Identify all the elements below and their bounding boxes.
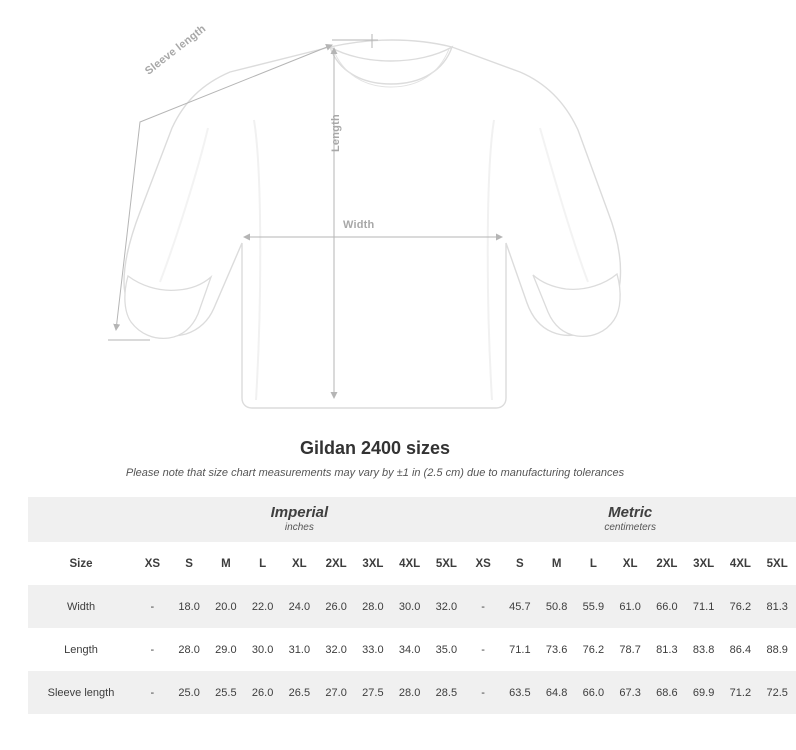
- unit-corner-cell: [28, 497, 134, 542]
- size-header-l-imperial: L: [244, 542, 281, 585]
- cell-width-imperial-4xl: 30.0: [391, 585, 428, 628]
- size-header-4xl-metric: 4XL: [722, 542, 759, 585]
- cell-length-metric-5xl: 88.9: [759, 628, 796, 671]
- cell-width-imperial-3xl: 28.0: [355, 585, 392, 628]
- size-header-2xl-metric: 2XL: [649, 542, 686, 585]
- size-header-m-imperial: M: [208, 542, 245, 585]
- cell-length-metric-xs: -: [465, 628, 502, 671]
- cell-width-metric-3xl: 71.1: [685, 585, 722, 628]
- cell-width-metric-l: 55.9: [575, 585, 612, 628]
- cell-length-imperial-s: 28.0: [171, 628, 208, 671]
- unit-imperial-name: Imperial: [270, 503, 329, 521]
- cell-length-metric-3xl: 83.8: [685, 628, 722, 671]
- cell-length-imperial-5xl: 35.0: [428, 628, 465, 671]
- size-header-s-imperial: S: [171, 542, 208, 585]
- cell-length-imperial-3xl: 33.0: [355, 628, 392, 671]
- cell-sleeve-length-imperial-l: 26.0: [244, 671, 281, 714]
- cell-width-metric-s: 45.7: [502, 585, 539, 628]
- measurement-note: Please note that size chart measurements may vary by ±1 in (2.5 cm) due to manufacturing tolerances: [125, 467, 625, 479]
- cell-sleeve-length-imperial-m: 25.5: [208, 671, 245, 714]
- cell-width-imperial-l: 22.0: [244, 585, 281, 628]
- cell-width-metric-4xl: 76.2: [722, 585, 759, 628]
- size-corner-label: Size: [28, 542, 134, 585]
- unit-metric-cell: [465, 497, 796, 542]
- table-row: [28, 628, 796, 671]
- cell-width-metric-xs: -: [465, 585, 502, 628]
- cell-sleeve-length-imperial-xl: 26.5: [281, 671, 318, 714]
- cell-sleeve-length-imperial-2xl: 27.0: [318, 671, 355, 714]
- cell-width-imperial-m: 20.0: [208, 585, 245, 628]
- cell-length-metric-m: 73.6: [538, 628, 575, 671]
- size-header-5xl-metric: 5XL: [759, 542, 796, 585]
- row-label-length: Length: [28, 628, 134, 671]
- size-header-4xl-imperial: 4XL: [391, 542, 428, 585]
- sleeve-length-label: Sleeve length: [143, 22, 209, 78]
- cell-width-metric-xl: 61.0: [612, 585, 649, 628]
- length-label: Length: [330, 114, 342, 152]
- size-header-3xl-imperial: 3XL: [355, 542, 392, 585]
- cell-length-imperial-4xl: 34.0: [391, 628, 428, 671]
- width-label: Width: [343, 219, 375, 231]
- cell-sleeve-length-imperial-5xl: 28.5: [428, 671, 465, 714]
- cell-width-imperial-xs: -: [134, 585, 171, 628]
- cell-sleeve-length-metric-2xl: 68.6: [649, 671, 686, 714]
- cell-length-metric-s: 71.1: [502, 628, 539, 671]
- size-header-row: [28, 542, 796, 585]
- cell-length-metric-xl: 78.7: [612, 628, 649, 671]
- size-table: [28, 497, 796, 714]
- cell-length-metric-2xl: 81.3: [649, 628, 686, 671]
- cell-length-metric-l: 76.2: [575, 628, 612, 671]
- cell-width-imperial-2xl: 26.0: [318, 585, 355, 628]
- cell-sleeve-length-imperial-3xl: 27.5: [355, 671, 392, 714]
- cell-length-metric-4xl: 86.4: [722, 628, 759, 671]
- size-header-xl-imperial: XL: [281, 542, 318, 585]
- cell-width-imperial-s: 18.0: [171, 585, 208, 628]
- unit-imperial-cell: [134, 497, 465, 542]
- unit-metric-sub: centimeters: [604, 521, 657, 533]
- unit-metric-name: Metric: [608, 503, 653, 521]
- title-block: [0, 438, 750, 479]
- size-header-l-metric: L: [575, 542, 612, 585]
- cell-sleeve-length-imperial-4xl: 28.0: [391, 671, 428, 714]
- cell-length-imperial-xs: -: [134, 628, 171, 671]
- size-header-xs-metric: XS: [465, 542, 502, 585]
- size-header-5xl-imperial: 5XL: [428, 542, 465, 585]
- cell-sleeve-length-imperial-s: 25.0: [171, 671, 208, 714]
- row-label-width: Width: [28, 585, 134, 628]
- cell-width-metric-5xl: 81.3: [759, 585, 796, 628]
- cell-sleeve-length-metric-4xl: 71.2: [722, 671, 759, 714]
- size-header-3xl-metric: 3XL: [685, 542, 722, 585]
- table-row: [28, 585, 796, 628]
- size-header-s-metric: S: [502, 542, 539, 585]
- cell-sleeve-length-metric-l: 66.0: [575, 671, 612, 714]
- cell-sleeve-length-metric-xl: 67.3: [612, 671, 649, 714]
- cell-length-imperial-2xl: 32.0: [318, 628, 355, 671]
- table-row: [28, 671, 796, 714]
- page-title: Gildan 2400 sizes: [299, 438, 451, 458]
- row-label-sleeve-length: Sleeve length: [28, 671, 134, 714]
- cell-sleeve-length-metric-xs: -: [465, 671, 502, 714]
- size-header-2xl-imperial: 2XL: [318, 542, 355, 585]
- unit-header-row: [28, 497, 796, 542]
- unit-imperial-sub: inches: [284, 521, 314, 533]
- cell-length-imperial-m: 29.0: [208, 628, 245, 671]
- size-header-m-metric: M: [538, 542, 575, 585]
- cell-width-imperial-xl: 24.0: [281, 585, 318, 628]
- cell-sleeve-length-metric-m: 64.8: [538, 671, 575, 714]
- cell-sleeve-length-metric-5xl: 72.5: [759, 671, 796, 714]
- cell-sleeve-length-metric-s: 63.5: [502, 671, 539, 714]
- size-table-wrap: [28, 497, 788, 714]
- cell-sleeve-length-metric-3xl: 69.9: [685, 671, 722, 714]
- cell-sleeve-length-imperial-xs: -: [134, 671, 171, 714]
- size-header-xs-imperial: XS: [134, 542, 171, 585]
- cell-length-imperial-l: 30.0: [244, 628, 281, 671]
- size-header-xl-metric: XL: [612, 542, 649, 585]
- cell-width-metric-2xl: 66.0: [649, 585, 686, 628]
- cell-width-metric-m: 50.8: [538, 585, 575, 628]
- cell-width-imperial-5xl: 32.0: [428, 585, 465, 628]
- cell-length-imperial-xl: 31.0: [281, 628, 318, 671]
